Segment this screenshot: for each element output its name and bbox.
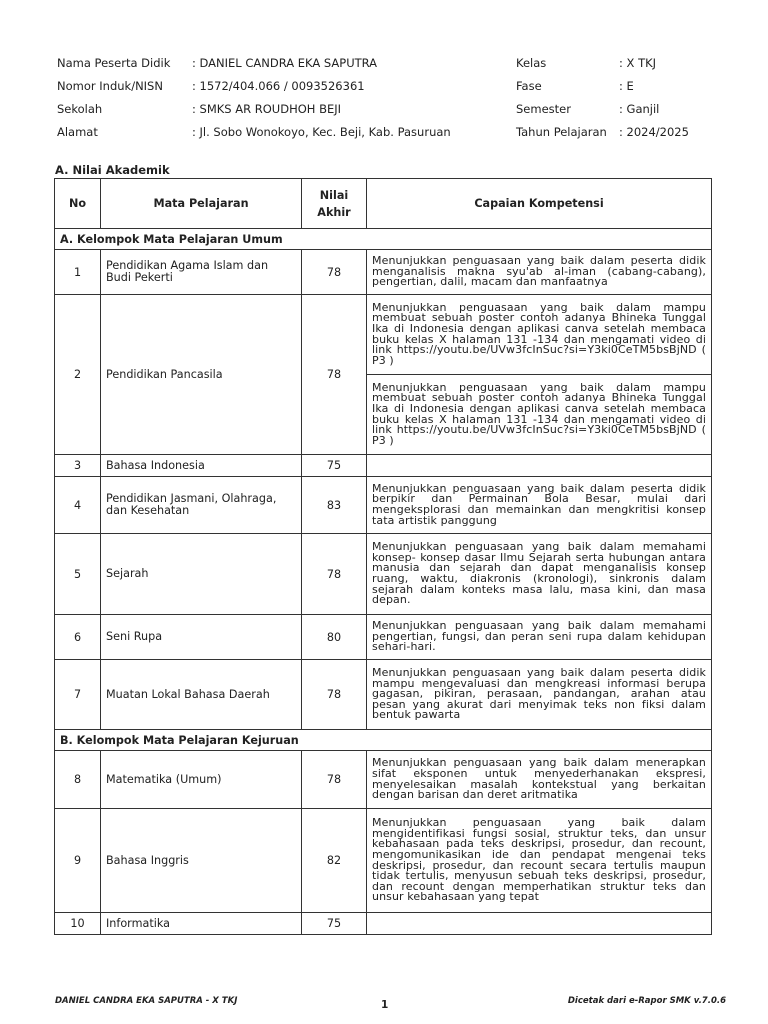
page-number: 1 xyxy=(381,999,389,1011)
row-no: 1 xyxy=(55,250,101,295)
value-address: : Jl. Sobo Wonokoyo, Kec. Beji, Kab. Pasuruan xyxy=(192,125,451,139)
row-score: 78 xyxy=(302,660,367,730)
table-row xyxy=(55,660,712,730)
group-row xyxy=(55,730,712,751)
value-name: : DANIEL CANDRA EKA SAPUTRA xyxy=(192,56,378,70)
table-row xyxy=(55,615,712,660)
row-competency xyxy=(367,913,712,935)
section-title: A. Nilai Akademik xyxy=(55,163,170,177)
value-school: : SMKS AR ROUDHOH BEJI xyxy=(192,102,342,116)
row-competency: Menunjukkan penguasaan yang baik dalam mampu membuat sebuah poster contoh adanya Bhineka Tunggal Ika di Indonesia dengan aplikasi canva setelah membaca buku kelas X halaman 131 -134 dan mengamati video di link https://youtu.be/UVw3fcInSuc?si=Y3ki0CeTM5bsBjND ( P3 ) xyxy=(367,375,712,455)
row-score: 78 xyxy=(302,534,367,615)
table-row xyxy=(55,913,712,935)
label-school: Sekolah xyxy=(57,102,103,116)
row-no: 10 xyxy=(55,913,101,935)
row-subject: Sejarah xyxy=(101,534,302,615)
row-no: 4 xyxy=(55,477,101,534)
header-score: Nilai Akhir xyxy=(302,179,367,229)
row-subject: Pendidikan Agama Islam dan Budi Pekerti xyxy=(101,250,302,295)
row-competency: Menunjukkan penguasaan yang baik dalam memahami pengertian, fungsi, dan peran seni rupa dalam kehidupan sehari-hari. xyxy=(367,615,712,660)
group-b-title: B. Kelompok Mata Pelajaran Kejuruan xyxy=(55,730,712,751)
footer-generator: Dicetak dari e-Rapor SMK v.7.0.6 xyxy=(567,996,726,1006)
row-subject: Matematika (Umum) xyxy=(101,751,302,809)
table-row xyxy=(55,250,712,295)
group-row xyxy=(55,229,712,250)
group-a-title: A. Kelompok Mata Pelajaran Umum xyxy=(55,229,712,250)
row-score: 83 xyxy=(302,477,367,534)
row-no: 5 xyxy=(55,534,101,615)
footer-student: DANIEL CANDRA EKA SAPUTRA - X TKJ xyxy=(55,996,238,1006)
info-row xyxy=(57,56,717,74)
row-score: 75 xyxy=(302,455,367,477)
row-subject: Informatika xyxy=(101,913,302,935)
value-phase: : E xyxy=(619,79,634,93)
label-name: Nama Peserta Didik xyxy=(57,56,171,70)
header-competency: Capaian Kompetensi xyxy=(367,179,712,229)
row-subject: Pendidikan Pancasila xyxy=(101,295,302,455)
row-competency: Menunjukkan penguasaan yang baik dalam peserta didik mampu mengevaluasi dan mengkreasi informasi berupa gagasan, pikiran, perasaan, pandangan, arahan atau pesan yang akurat dari menyimak teks non fiksi dalam bentuk pawarta xyxy=(367,660,712,730)
row-competency: Menunjukkan penguasaan yang baik dalam peserta didik menganalisis makna syu'ab al-iman (cabang-cabang), pengertian, dalil, macam dan manfaatnya xyxy=(367,250,712,295)
row-no: 6 xyxy=(55,615,101,660)
table-row xyxy=(55,477,712,534)
label-phase: Fase xyxy=(516,79,542,93)
row-no: 3 xyxy=(55,455,101,477)
table-row xyxy=(55,534,712,615)
header-no: No xyxy=(55,179,101,229)
label-nisn: Nomor Induk/NISN xyxy=(57,79,163,93)
row-competency: Menunjukkan penguasaan yang baik dalam menerapkan sifat eksponen untuk menyederhanakan ekspresi, menyelesaikan masalah kontekstual yang berkaitan dengan barisan dan deret aritmatika xyxy=(367,751,712,809)
row-subject: Seni Rupa xyxy=(101,615,302,660)
info-row xyxy=(57,79,717,97)
grades-table xyxy=(54,178,712,935)
table-row xyxy=(55,809,712,913)
row-competency: Menunjukkan penguasaan yang baik dalam mengidentifikasi fungsi sosial, struktur teks, dan unsur kebahasaan pada teks deskripsi, prosedur, dan recount, mengomunikasikan ide dan pendapat mengenai teks deskripsi, prosedur, dan recount secara tertulis maupun tidak tertulis, menyusun sebuah teks deskripsi, prosedur, dan recount dengan memperhatikan struktur teks dan unsur kebahasaan yang tepat xyxy=(367,809,712,913)
row-no: 7 xyxy=(55,660,101,730)
label-class: Kelas xyxy=(516,56,547,70)
value-class: : X TKJ xyxy=(619,56,657,70)
row-no: 8 xyxy=(55,751,101,809)
row-competency: Menunjukkan penguasaan yang baik dalam mampu membuat sebuah poster contoh adanya Bhineka Tunggal Ika di Indonesia dengan aplikasi canva setelah membaca buku kelas X halaman 131 -134 dan mengamati video di link https://youtu.be/UVw3fcInSuc?si=Y3ki0CeTM5bsBjND ( P3 ) xyxy=(367,295,712,375)
table-header-row xyxy=(55,179,712,229)
label-semester: Semester xyxy=(516,102,571,116)
header-subject: Mata Pelajaran xyxy=(101,179,302,229)
row-score: 78 xyxy=(302,295,367,455)
row-competency: Menunjukkan penguasaan yang baik dalam memahami konsep- konsep dasar Ilmu Sejarah serta hubungan antara manusia dan sejarah dan dapat menganalisis konsep ruang, waktu, diakronis (kronologi), sinkronis dalam sejarah dalam konteks masa lalu, masa kini, dan masa depan. xyxy=(367,534,712,615)
row-score: 75 xyxy=(302,913,367,935)
value-school-year: : 2024/2025 xyxy=(619,125,689,139)
row-score: 78 xyxy=(302,751,367,809)
table-row xyxy=(55,751,712,809)
label-school-year: Tahun Pelajaran xyxy=(516,125,607,139)
row-no: 9 xyxy=(55,809,101,913)
row-subject: Muatan Lokal Bahasa Daerah xyxy=(101,660,302,730)
table-row xyxy=(55,295,712,375)
table-row xyxy=(55,455,712,477)
label-address: Alamat xyxy=(57,125,98,139)
info-row xyxy=(57,102,717,120)
row-no: 2 xyxy=(55,295,101,455)
value-nisn: : 1572/404.066 / 0093526361 xyxy=(192,79,365,93)
row-score: 78 xyxy=(302,250,367,295)
value-semester: : Ganjil xyxy=(619,102,660,116)
row-score: 80 xyxy=(302,615,367,660)
row-score: 82 xyxy=(302,809,367,913)
row-competency xyxy=(367,455,712,477)
row-subject: Bahasa Indonesia xyxy=(101,455,302,477)
row-subject: Pendidikan Jasmani, Olahraga, dan Kesehatan xyxy=(101,477,302,534)
row-subject: Bahasa Inggris xyxy=(101,809,302,913)
row-competency: Menunjukkan penguasaan yang baik dalam peserta didik berpikir dan Permainan Bola Besar, mulai dari mengeksplorasi dan memainkan dan mengkritisi konsep tata artistik panggung xyxy=(367,477,712,534)
info-row xyxy=(57,125,717,143)
